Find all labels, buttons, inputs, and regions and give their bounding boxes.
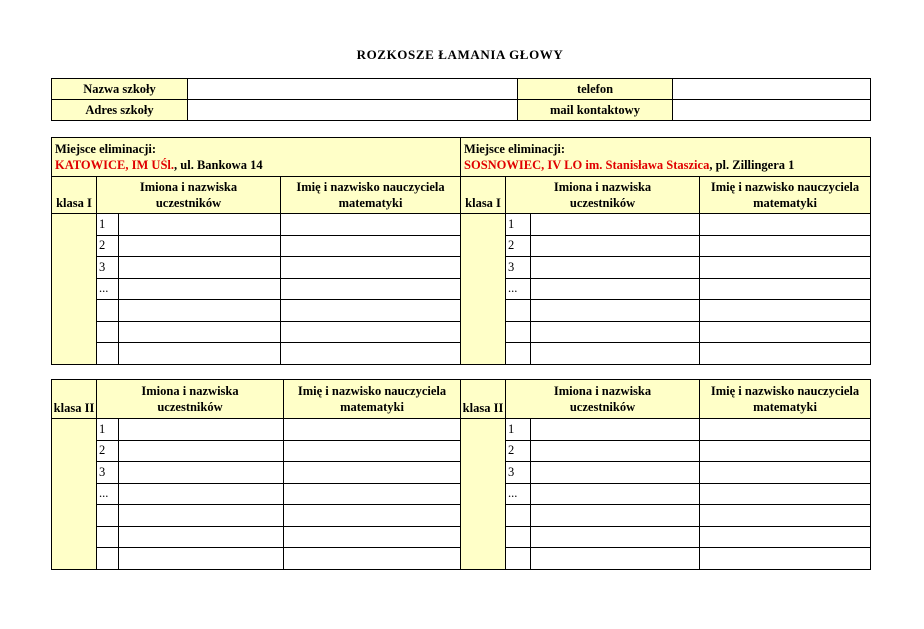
student-cell[interactable]: [531, 440, 700, 462]
teacher-cell[interactable]: [284, 440, 461, 462]
student-cell[interactable]: [119, 505, 284, 527]
row-number: ...: [97, 483, 119, 505]
row-number: [97, 526, 119, 548]
teacher-cell[interactable]: [281, 235, 461, 257]
teacher-header: Imię i nazwisko nauczyciela matematyki: [700, 177, 871, 214]
teacher-cell[interactable]: [700, 300, 871, 322]
class-1-header: klasa I: [52, 177, 97, 214]
teacher-cell[interactable]: [284, 419, 461, 441]
student-cell[interactable]: [119, 419, 284, 441]
teacher-cell[interactable]: [284, 462, 461, 484]
student-cell[interactable]: [119, 214, 281, 236]
student-cell[interactable]: [531, 278, 700, 300]
student-cell[interactable]: [531, 321, 700, 343]
teacher-cell[interactable]: [700, 419, 871, 441]
students-header: Imiona i nazwiska uczestników: [506, 380, 700, 419]
student-cell[interactable]: [119, 462, 284, 484]
students-header: Imiona i nazwiska uczestników: [506, 177, 700, 214]
class-2-header: klasa II: [52, 380, 97, 419]
row-number: 3: [97, 462, 119, 484]
teacher-cell[interactable]: [700, 462, 871, 484]
phone-label: telefon: [518, 79, 673, 100]
location-sosnowiec-address: , pl. Zillingera 1: [709, 158, 795, 172]
row-number: [97, 548, 119, 570]
teacher-cell[interactable]: [281, 300, 461, 322]
school-address-label: Adres szkoły: [52, 100, 188, 121]
row-number: 2: [506, 440, 531, 462]
row-number: 1: [506, 419, 531, 441]
teacher-cell[interactable]: [281, 278, 461, 300]
teacher-cell[interactable]: [700, 483, 871, 505]
row-number: [97, 321, 119, 343]
class-1-header: klasa I: [461, 177, 506, 214]
location-sosnowiec-name: SOSNOWIEC, IV LO im. Stanisława Staszica: [464, 158, 710, 172]
row-number: 2: [97, 440, 119, 462]
teacher-cell[interactable]: [700, 321, 871, 343]
student-cell[interactable]: [119, 548, 284, 570]
location-label: Miejsce eliminacji:: [464, 142, 566, 156]
student-cell[interactable]: [531, 257, 700, 279]
row-number: [506, 300, 531, 322]
class-2-header: klasa II: [461, 380, 506, 419]
student-cell[interactable]: [531, 300, 700, 322]
student-cell[interactable]: [119, 257, 281, 279]
student-cell[interactable]: [119, 278, 281, 300]
location-sosnowiec: [461, 138, 871, 177]
student-cell[interactable]: [531, 548, 700, 570]
student-cell[interactable]: [119, 343, 281, 365]
student-cell[interactable]: [119, 483, 284, 505]
students-header: Imiona i nazwiska uczestników: [97, 380, 284, 419]
row-number: [97, 300, 119, 322]
school-name-label: Nazwa szkoły: [52, 79, 188, 100]
row-number: 2: [506, 235, 531, 257]
teacher-cell[interactable]: [284, 505, 461, 527]
student-cell[interactable]: [531, 483, 700, 505]
student-cell[interactable]: [119, 235, 281, 257]
teacher-header: Imię i nazwisko nauczyciela matematyki: [281, 177, 461, 214]
student-cell[interactable]: [531, 526, 700, 548]
school-name-field[interactable]: [188, 79, 518, 100]
teacher-cell[interactable]: [284, 548, 461, 570]
teacher-cell[interactable]: [281, 343, 461, 365]
teacher-cell[interactable]: [281, 214, 461, 236]
class-2-table: [51, 379, 871, 570]
class-2-class-column: [52, 419, 97, 570]
teacher-cell[interactable]: [700, 440, 871, 462]
teacher-header: Imię i nazwisko nauczyciela matematyki: [700, 380, 871, 419]
teacher-cell[interactable]: [700, 257, 871, 279]
class-2-class-column: [461, 419, 506, 570]
school-address-field[interactable]: [188, 100, 518, 121]
teacher-cell[interactable]: [700, 278, 871, 300]
student-cell[interactable]: [119, 321, 281, 343]
class-1-class-column: [52, 214, 97, 365]
row-number: 3: [506, 462, 531, 484]
student-cell[interactable]: [119, 440, 284, 462]
phone-field[interactable]: [673, 79, 871, 100]
teacher-cell[interactable]: [700, 214, 871, 236]
row-number: [506, 548, 531, 570]
school-info-table: [51, 78, 871, 121]
mail-label: mail kontaktowy: [518, 100, 673, 121]
row-number: [506, 321, 531, 343]
teacher-cell[interactable]: [700, 505, 871, 527]
student-cell[interactable]: [531, 214, 700, 236]
row-number: 1: [97, 419, 119, 441]
teacher-cell[interactable]: [700, 235, 871, 257]
location-katowice: [52, 138, 461, 177]
student-cell[interactable]: [119, 526, 284, 548]
row-number: ...: [506, 278, 531, 300]
student-cell[interactable]: [119, 300, 281, 322]
student-cell[interactable]: [531, 462, 700, 484]
row-number: [97, 343, 119, 365]
row-number: [97, 505, 119, 527]
row-number: [506, 505, 531, 527]
row-number: [506, 526, 531, 548]
row-number: ...: [506, 483, 531, 505]
row-number: 1: [97, 214, 119, 236]
row-number: [506, 343, 531, 365]
row-number: ...: [97, 278, 119, 300]
teacher-cell[interactable]: [700, 548, 871, 570]
mail-field[interactable]: [673, 100, 871, 121]
student-cell[interactable]: [531, 343, 700, 365]
teacher-cell[interactable]: [281, 321, 461, 343]
location-katowice-name: KATOWICE, IM UŚl.: [55, 158, 175, 172]
student-cell[interactable]: [531, 419, 700, 441]
teacher-cell[interactable]: [284, 483, 461, 505]
student-cell[interactable]: [531, 505, 700, 527]
row-number: 1: [506, 214, 531, 236]
row-number: 3: [97, 257, 119, 279]
class-1-class-column: [461, 214, 506, 365]
teacher-header: Imię i nazwisko nauczyciela matematyki: [284, 380, 461, 419]
students-header: Imiona i nazwiska uczestników: [97, 177, 281, 214]
location-label: Miejsce eliminacji:: [55, 142, 156, 156]
class-1-table: [51, 137, 871, 365]
teacher-cell[interactable]: [281, 257, 461, 279]
student-cell[interactable]: [531, 235, 700, 257]
teacher-cell[interactable]: [700, 526, 871, 548]
page-title: ROZKOSZE ŁAMANIA GŁOWY: [356, 47, 564, 62]
row-number: 3: [506, 257, 531, 279]
teacher-cell[interactable]: [700, 343, 871, 365]
row-number: 2: [97, 235, 119, 257]
location-katowice-address: , ul. Bankowa 14: [174, 158, 263, 172]
teacher-cell[interactable]: [284, 526, 461, 548]
